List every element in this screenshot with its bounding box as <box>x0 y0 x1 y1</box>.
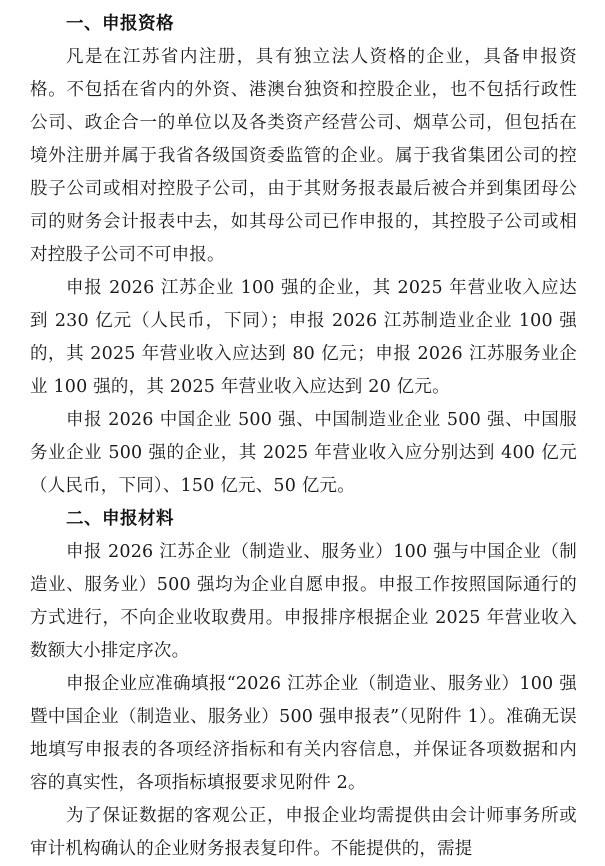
paragraph-materials-1: 申报 2026 江苏企业（制造业、服务业）100 强与中国企业（制造业、服务业）500 强均为企业自愿申报。申报工作按照国际通行的方式进行，不向企业收取费用。申报排序根据企业 2025 年营业收入数额大小排定序次。 <box>30 542 577 661</box>
paragraph-materials-2: 申报企业应准确填报“2026 江苏企业（制造业、服务业）100 强暨中国企业（制造业、服务业）500 强申报表”（见附件 1）。准确无误地填写申报表的各项经济指标和有关内容信息，并保证各项数据和内容的真实性，各项指标填报要求见附件 2。 <box>30 674 577 793</box>
paragraph-eligibility-1: 凡是在江苏省内注册，具有独立法人资格的企业，具备申报资格。不包括在省内的外资、港澳台独资和控股企业，也不包括行政性公司、政企合一的单位以及各类资产经营公司、烟草公司，但包括在境外注册并属于我省各级国资委监管的企业。属于我省集团公司的控股子公司或相对控股子公司，由于其财务报表最后被合并到集团母公司的财务会计报表中去，如其母公司已作申报的，其控股子公司或相对控股子公司不可申报。 <box>30 47 577 265</box>
section-heading-2: 二、申报材料 <box>66 509 174 529</box>
section-heading-1: 一、申报资格 <box>66 14 174 34</box>
paragraph-materials-3: 为了保证数据的客观公正，申报企业均需提供由会计师事务所或审计机构确认的企业财务报表复印件。不能提供的，需提 <box>30 806 577 859</box>
paragraph-eligibility-2: 申报 2026 江苏企业 100 强的企业，其 2025 年营业收入应达到 230 亿元（人民币，下同）；申报 2026 江苏制造业企业 100 强的，其 2025 年营业收入应达到 80 亿元；申报 2026 江苏服务业企业 100 强的，其 2025 年营业收入应达到 20 亿元。 <box>30 278 577 397</box>
paragraph-eligibility-3: 申报 2026 中国企业 500 强、中国制造业企业 500 强、中国服务业企业 500 强的企业，其 2025 年营业收入应分别达到 400 亿元（人民币，下同）、150 亿元、50 亿元。 <box>30 410 577 496</box>
